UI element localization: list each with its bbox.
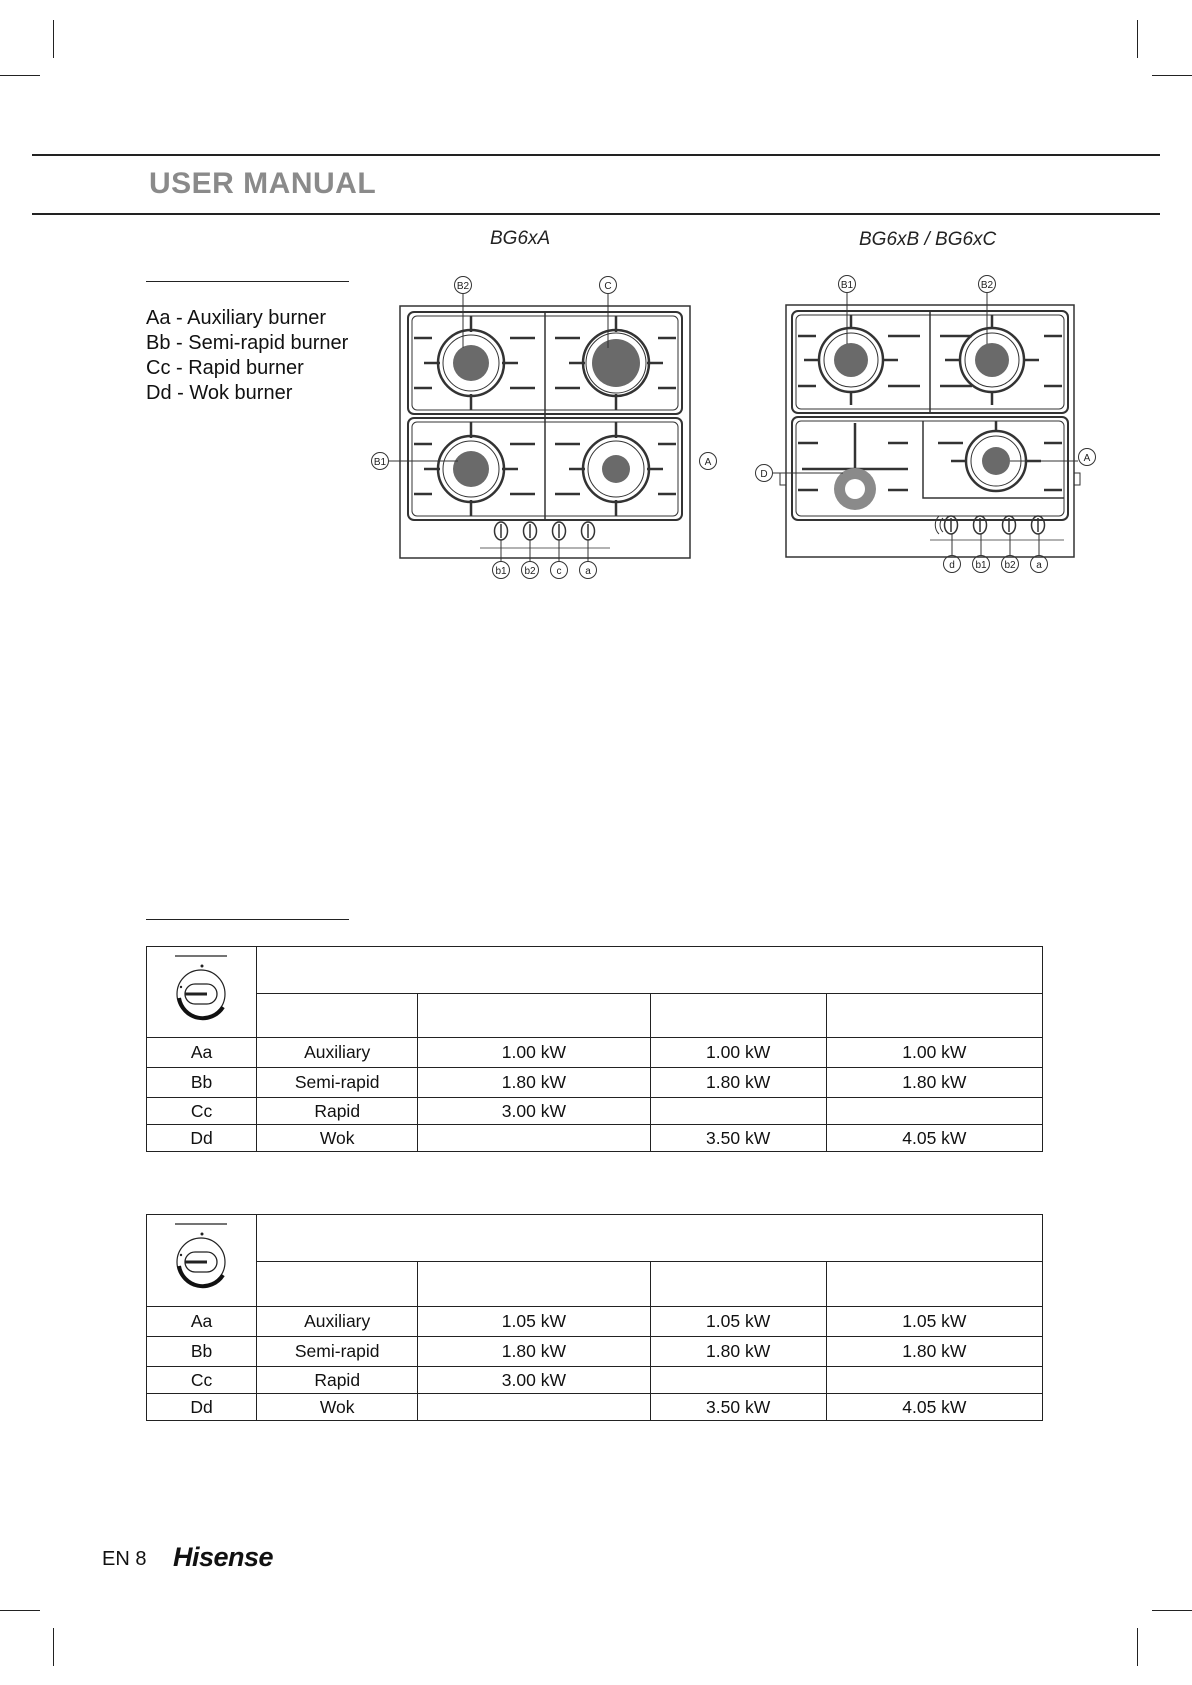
power-value: 3.00 kW <box>418 1098 650 1125</box>
header-top-rule <box>32 154 1160 156</box>
power-value: 1.80 kW <box>418 1068 650 1098</box>
power-value: 1.80 kW <box>826 1337 1042 1367</box>
crop-mark <box>0 1610 40 1611</box>
callout-label: B2 <box>456 281 470 292</box>
burner-code: Aa <box>147 1307 257 1337</box>
power-value: 1.80 kW <box>418 1337 650 1367</box>
power-value: 4.05 kW <box>826 1394 1042 1421</box>
table-row <box>147 1068 1043 1098</box>
burner-type: Wok <box>257 1125 418 1152</box>
power-value <box>826 1367 1042 1394</box>
header-bottom-rule <box>32 213 1160 215</box>
power-value: 1.80 kW <box>826 1068 1042 1098</box>
knob-label: b2 <box>1004 560 1016 571</box>
legend-item: Aa - Auxiliary burner <box>146 307 327 329</box>
crop-mark <box>1152 75 1192 76</box>
callout-label: B1 <box>840 280 854 291</box>
page-title: USER MANUAL <box>149 167 377 200</box>
power-value <box>650 1367 826 1394</box>
power-value <box>650 1098 826 1125</box>
callout-label: C <box>604 281 612 292</box>
power-table <box>146 946 1043 1152</box>
power-value <box>418 1394 650 1421</box>
gas-knob-icon <box>165 951 239 1029</box>
knob-label: a <box>1036 560 1042 571</box>
burner-type: Wok <box>257 1394 418 1421</box>
table-row <box>147 1367 1043 1394</box>
power-value: 1.00 kW <box>418 1038 650 1068</box>
table-row <box>147 1038 1043 1068</box>
table-row <box>147 1337 1043 1367</box>
callout-label: A <box>1083 453 1091 464</box>
power-value: 1.00 kW <box>826 1038 1042 1068</box>
table-header-cell <box>650 994 826 1038</box>
table-header-cell <box>257 947 1043 994</box>
knob-label: b1 <box>975 560 987 571</box>
callout-label: D <box>760 469 768 480</box>
callout-label: B1 <box>373 457 387 468</box>
hob-diagram-right <box>748 268 1098 588</box>
power-value: 4.05 kW <box>826 1125 1042 1152</box>
table-header-cell <box>418 1262 650 1307</box>
power-value: 3.50 kW <box>650 1394 826 1421</box>
legend-section-rule <box>146 281 349 282</box>
power-value: 3.00 kW <box>418 1367 650 1394</box>
hob-diagram-left <box>360 268 730 588</box>
burner-type: Rapid <box>257 1367 418 1394</box>
crop-mark <box>1137 20 1138 58</box>
legend-item: Cc - Rapid burner <box>146 357 304 379</box>
power-table <box>146 1214 1043 1421</box>
burner-code: Cc <box>147 1367 257 1394</box>
power-value: 1.80 kW <box>650 1068 826 1098</box>
brand-logo: Hisense <box>173 1542 274 1572</box>
power-value: 1.05 kW <box>650 1307 826 1337</box>
knob-label: d <box>949 560 955 571</box>
legend-item: Bb - Semi-rapid burner <box>146 332 349 354</box>
crop-mark <box>1152 1610 1192 1611</box>
table-header-cell <box>418 994 650 1038</box>
legend-item: Dd - Wok burner <box>146 382 293 404</box>
power-value <box>826 1098 1042 1125</box>
table-row <box>147 1394 1043 1421</box>
table-section-rule <box>146 919 349 920</box>
power-value: 3.50 kW <box>650 1125 826 1152</box>
crop-mark <box>0 75 40 76</box>
table-header-cell <box>826 1262 1042 1307</box>
knob-symbol-cell <box>147 947 257 1038</box>
knob-symbol-cell <box>147 1215 257 1307</box>
table-header-cell <box>257 1262 418 1307</box>
burner-code: Aa <box>147 1038 257 1068</box>
table-header-cell <box>257 994 418 1038</box>
power-value <box>418 1125 650 1152</box>
burner-type: Rapid <box>257 1098 418 1125</box>
gas-knob-icon <box>165 1219 239 1297</box>
burner-code: Bb <box>147 1337 257 1367</box>
page-number: EN 8 <box>102 1548 147 1570</box>
knob-label: a <box>585 566 591 577</box>
table-header-cell <box>257 1215 1043 1262</box>
table-header-cell <box>826 994 1042 1038</box>
burner-code: Bb <box>147 1068 257 1098</box>
burner-code: Cc <box>147 1098 257 1125</box>
power-value: 1.05 kW <box>418 1307 650 1337</box>
power-value: 1.00 kW <box>650 1038 826 1068</box>
table-row <box>147 1307 1043 1337</box>
table-row <box>147 1098 1043 1125</box>
crop-mark <box>53 1628 54 1666</box>
burner-type: Semi-rapid <box>257 1068 418 1098</box>
model-label-left: BG6xA <box>490 228 551 249</box>
callout-label: B2 <box>980 280 994 291</box>
knob-label: b1 <box>495 566 507 577</box>
burner-code: Dd <box>147 1125 257 1152</box>
crop-mark <box>1137 1628 1138 1666</box>
knob-label: c <box>556 566 562 577</box>
power-value: 1.80 kW <box>650 1337 826 1367</box>
burner-code: Dd <box>147 1394 257 1421</box>
callout-label: A <box>704 457 712 468</box>
burner-type: Semi-rapid <box>257 1337 418 1367</box>
burner-type: Auxiliary <box>257 1307 418 1337</box>
knob-label: b2 <box>524 566 536 577</box>
model-label-right: BG6xB / BG6xC <box>859 229 997 250</box>
power-value: 1.05 kW <box>826 1307 1042 1337</box>
table-header-cell <box>650 1262 826 1307</box>
burner-type: Auxiliary <box>257 1038 418 1068</box>
burner-legend <box>146 306 348 406</box>
table-row <box>147 1125 1043 1152</box>
crop-mark <box>53 20 54 58</box>
